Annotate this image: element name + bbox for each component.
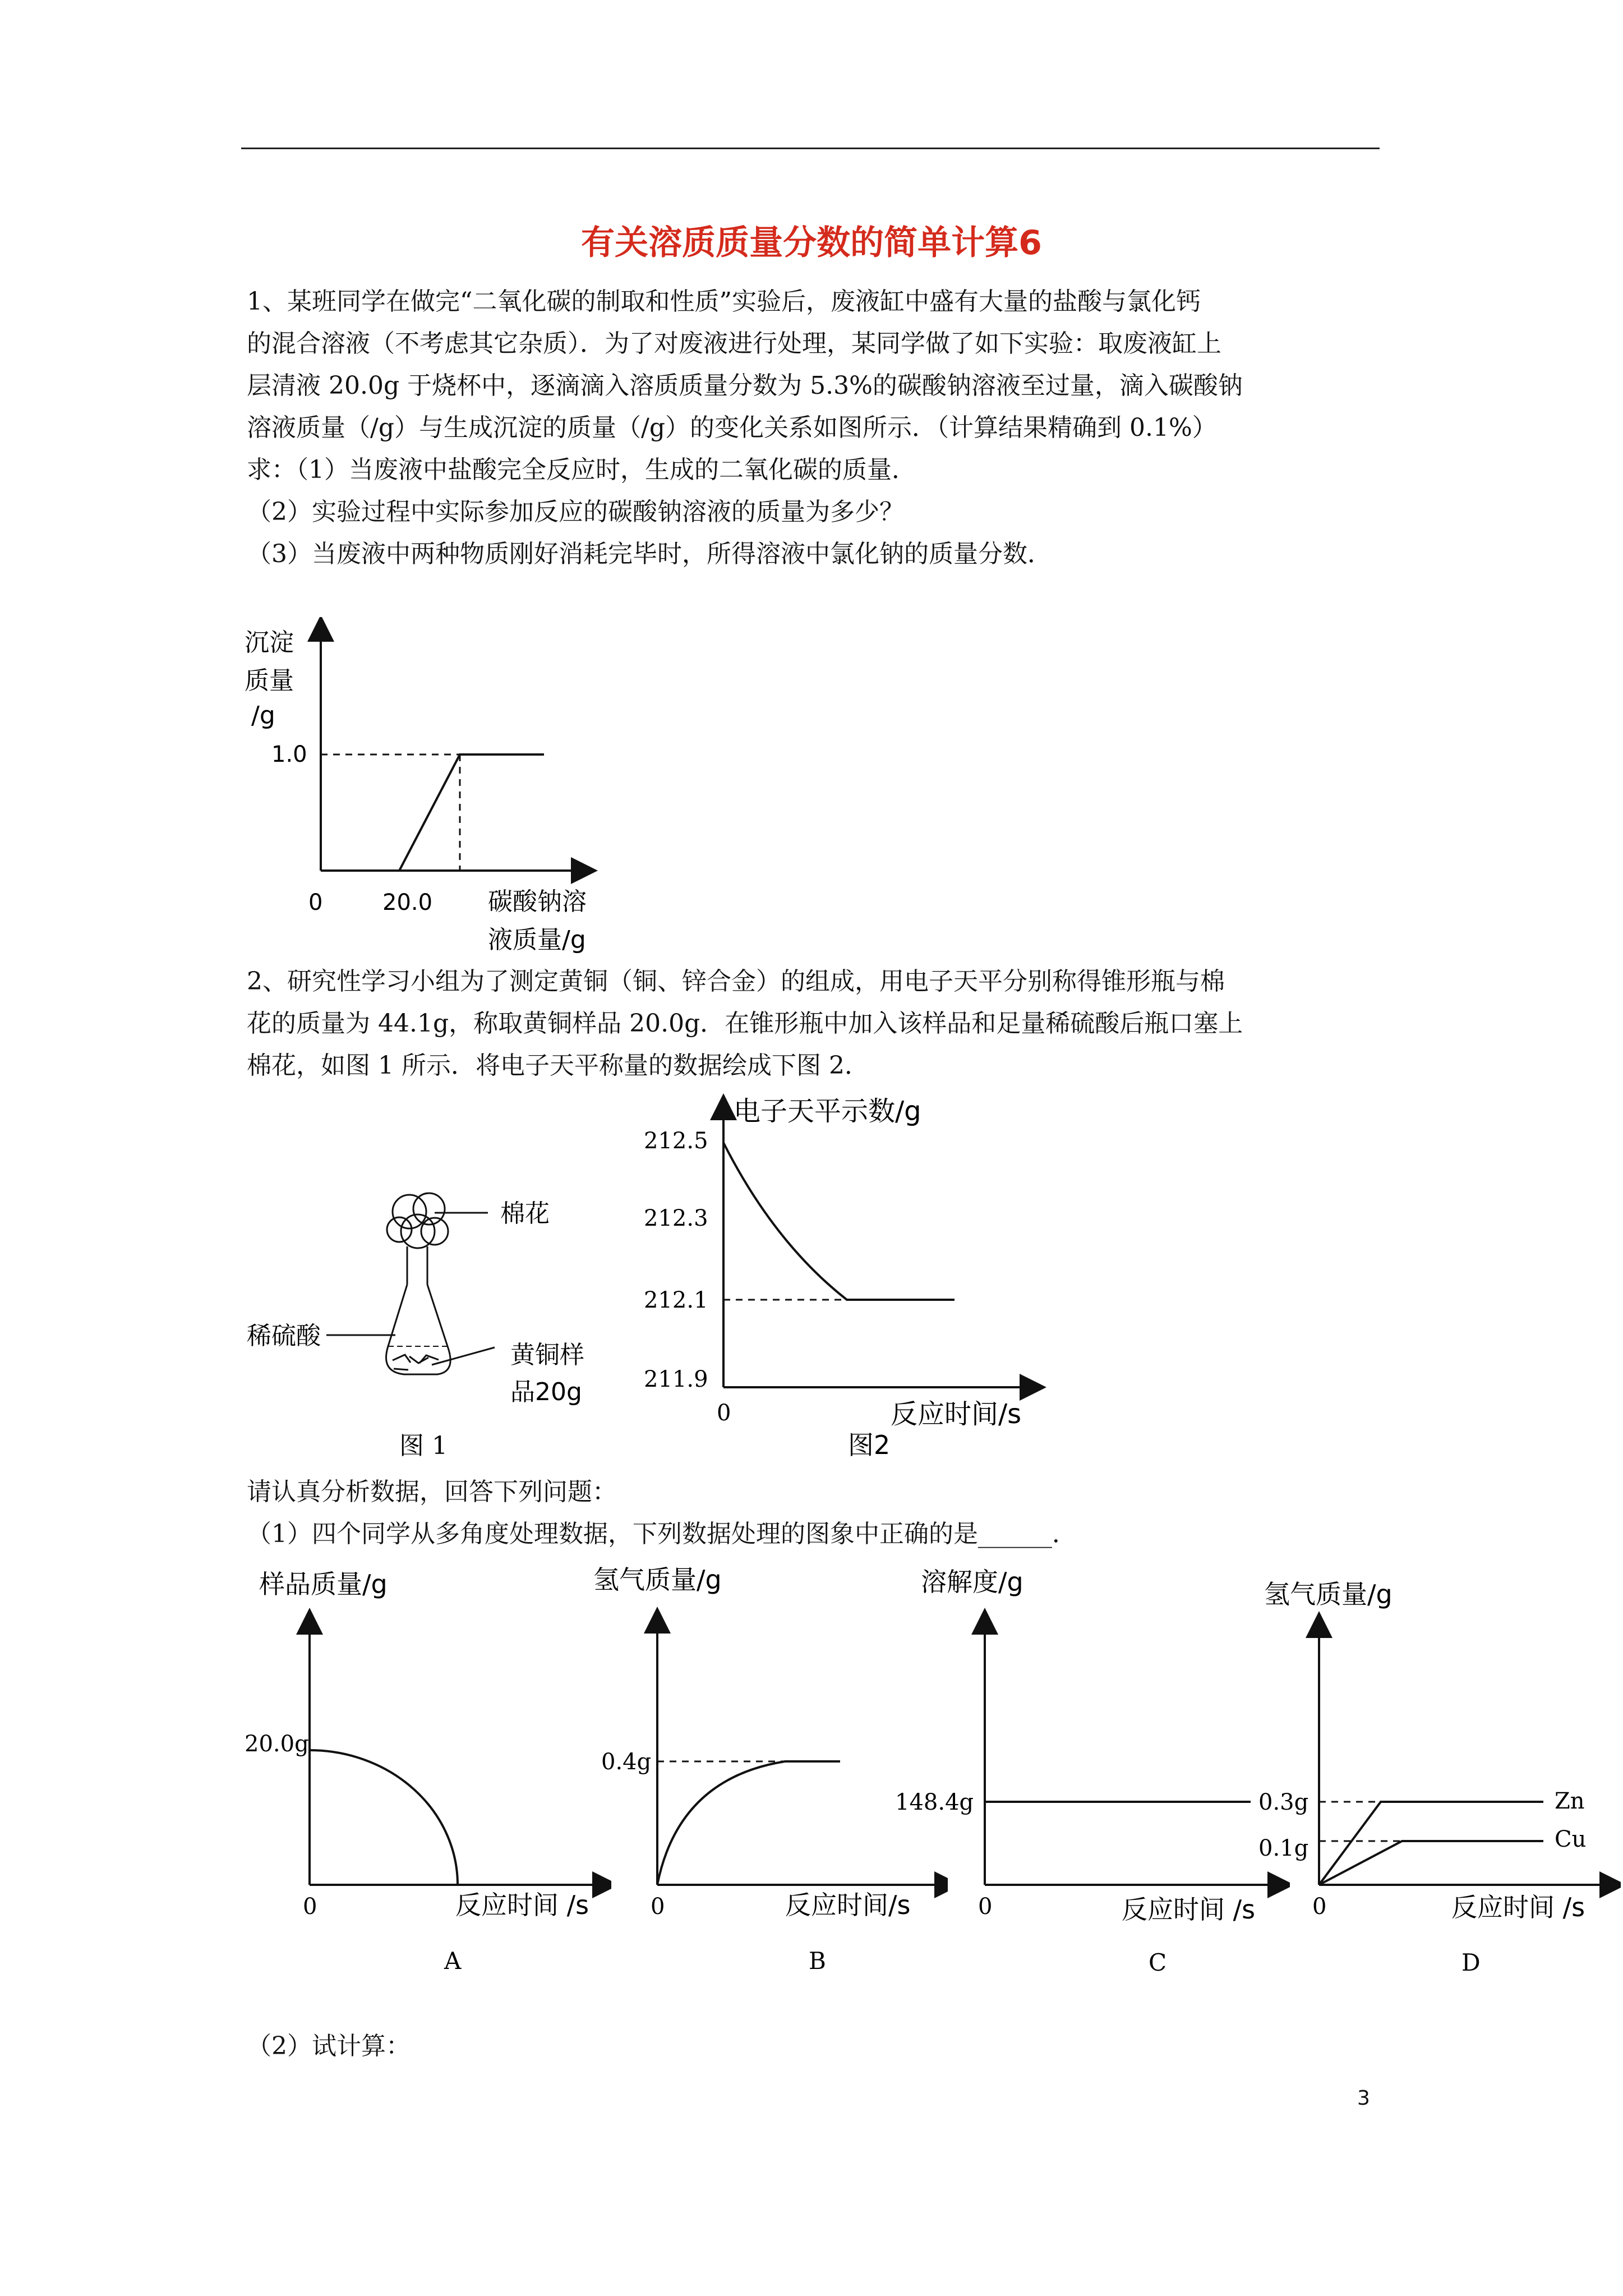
chart1-series-line — [399, 754, 544, 871]
figure2-xlabel: 反应时间/s — [891, 1398, 1022, 1430]
q1-line-1: 1、某班同学在做完“二氧化碳的制取和性质”实验后，废液缸中盛有大量的盐酸与氯化钙 — [247, 287, 1201, 316]
chart1-xlabel-1: 碳酸钠溶 — [488, 887, 587, 916]
option-d-series-zn-label: Zn — [1555, 1788, 1585, 1814]
option-b-ylabel: 氢气质量/g — [593, 1565, 722, 1595]
leader-brass — [432, 1347, 495, 1365]
figure2-tick-2: 212.3 — [644, 1205, 708, 1231]
option-c-xlabel: 反应时间 /s — [1122, 1894, 1256, 1925]
option-b-curve — [657, 1761, 840, 1885]
option-c-chart — [886, 1559, 1290, 1986]
option-d-series-cu-label: Cu — [1555, 1826, 1587, 1852]
figure-1-flask — [241, 1178, 634, 1481]
option-d-series-zn — [1319, 1802, 1543, 1885]
option-c-ylabel: 溶解度/g — [921, 1567, 1023, 1597]
q1-line-2: 的混合溶液（不考虑其它杂质）．为了对废液进行处理，某同学做了如下实验：取废液缸上 — [247, 329, 1221, 358]
chart1-ylabel-1: 沉淀 — [245, 628, 294, 657]
label-brass-1: 黄铜样 — [510, 1341, 584, 1369]
q2-line-1: 2、研究性学习小组为了测定黄铜（铜、锌合金）的组成，用电子天平分别称得锥形瓶与棉 — [247, 967, 1225, 996]
figure2-tick-4: 211.9 — [644, 1366, 708, 1392]
q2-sub-2: （2）试计算： — [247, 2032, 411, 2060]
option-a-curve — [310, 1750, 458, 1885]
option-a-letter: A — [444, 1947, 462, 1975]
option-c-letter: C — [1149, 1949, 1167, 1976]
q2-sub-1: （1）四个同学从多角度处理数据，下列数据处理的图象中正确的是______． — [247, 1520, 1077, 1548]
option-d-chart — [1256, 1559, 1621, 1986]
option-d-letter: D — [1461, 1949, 1481, 1976]
chart1-xlabel-2: 液质量/g — [488, 926, 586, 954]
figure2-ylabel: 电子天平示数/g — [734, 1096, 921, 1127]
option-d-origin: 0 — [1312, 1894, 1327, 1920]
option-d-tick-1: 0.3g — [1258, 1789, 1309, 1815]
cotton-icon — [387, 1193, 448, 1248]
option-a-tick: 20.0g — [245, 1731, 309, 1757]
figure-1-caption: 图 1 — [399, 1432, 448, 1460]
figure2-tick-1: 212.5 — [644, 1128, 708, 1154]
option-a-origin: 0 — [303, 1894, 317, 1920]
q2-line-3: 棉花，如图 1 所示．将电子天平称量的数据绘成下图 2． — [247, 1051, 869, 1080]
flask-icon — [386, 1246, 451, 1374]
q2-line-2: 花的质量为 44.1g，称取黄铜样品 20.0g．在锥形瓶中加入该样品和足量稀硫酸后瓶口塞上 — [247, 1009, 1243, 1038]
option-d-tick-2: 0.1g — [1258, 1835, 1309, 1861]
option-d-xlabel: 反应时间 /s — [1451, 1892, 1585, 1922]
q1-sub-2: （2）实验过程中实际参加反应的碳酸钠溶液的质量为多少？ — [247, 498, 904, 526]
q1-line-5: 求：（1）当废液中盐酸完全反应时，生成的二氧化碳的质量． — [247, 455, 916, 484]
option-a-xlabel: 反应时间 /s — [455, 1890, 589, 1920]
q1-sub-3: （3）当废液中两种物质刚好消耗完毕时，所得溶液中氯化钠的质量分数． — [247, 540, 1052, 568]
header-rule — [241, 148, 1380, 149]
option-b-xlabel: 反应时间/s — [785, 1890, 911, 1920]
figure2-tick-3: 212.1 — [644, 1287, 708, 1313]
option-d-ylabel: 氢气质量/g — [1264, 1579, 1393, 1609]
chart1-origin: 0 — [308, 890, 323, 915]
figure2-series-line — [723, 1143, 955, 1300]
option-b-tick: 0.4g — [601, 1749, 652, 1775]
q1-line-4: 溶液质量（/g）与生成沉淀的质量（/g）的变化关系如图所示．（计算结果精确到 0.1%） — [247, 413, 1217, 442]
question-1-text — [247, 280, 1380, 491]
option-c-tick: 148.4g — [895, 1789, 974, 1815]
page-number: 3 — [1357, 2087, 1370, 2110]
option-a-ylabel: 样品质量/g — [259, 1569, 388, 1599]
chart1-ylabel-3: /g — [251, 701, 275, 730]
chart1-y-tick: 1.0 — [271, 742, 307, 767]
option-c-origin: 0 — [978, 1894, 993, 1920]
q1-line-3: 层清液 20.0g 于烧杯中，逐滴滴入溶质质量分数为 5.3%的碳酸钠溶液至过量，滴入碳酸钠 — [247, 371, 1243, 400]
chart-precipitate — [241, 617, 623, 965]
label-brass-2: 品20g — [510, 1378, 582, 1406]
document-title: 有关溶质质量分数的简单计算6 — [581, 223, 1042, 263]
brass-sample-icon — [393, 1355, 439, 1370]
chart1-x-tick: 20.0 — [382, 890, 433, 915]
question-2-text — [247, 960, 1380, 1087]
figure-2-caption: 图2 — [848, 1430, 891, 1460]
option-b-origin: 0 — [651, 1894, 665, 1920]
option-a-chart — [241, 1559, 611, 1986]
label-acid: 稀硫酸 — [247, 1322, 321, 1350]
figure-2-chart — [634, 1085, 1071, 1478]
q2-prompt: 请认真分析数据，回答下列问题： — [247, 1478, 617, 1506]
label-cotton: 棉花 — [500, 1199, 550, 1228]
option-d-series-cu — [1319, 1841, 1543, 1885]
option-b-letter: B — [809, 1947, 826, 1975]
chart1-ylabel-2: 质量 — [245, 666, 294, 695]
figure2-origin: 0 — [717, 1400, 731, 1426]
